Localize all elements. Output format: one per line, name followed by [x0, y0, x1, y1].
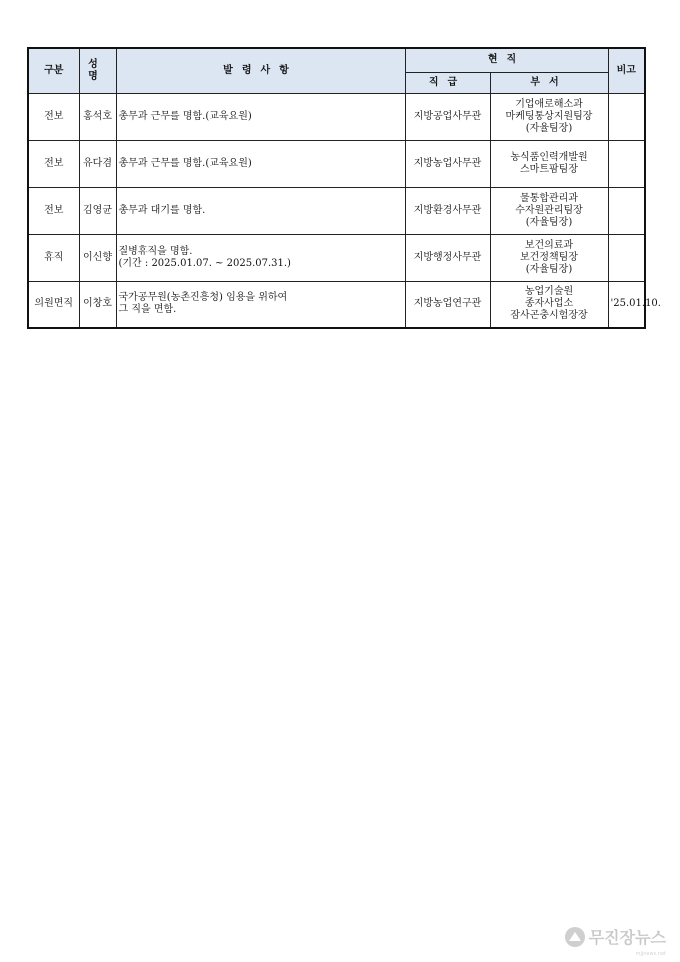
table-row — [28, 140, 645, 187]
table-row — [28, 93, 645, 140]
action-line: 국가공무원(농촌진흥청) 임용을 위하여 — [118, 292, 288, 304]
department-line: 수자원관리팀장 — [515, 204, 583, 216]
action-cell — [116, 93, 405, 140]
remarks-cell — [608, 234, 645, 281]
header-action: 발령사항 — [116, 48, 405, 93]
department-line: 마케팅통상지원팀장 — [505, 110, 593, 122]
name-cell: 홍석호 — [79, 93, 116, 140]
table-row — [28, 234, 645, 281]
category-cell: 전보 — [28, 93, 79, 140]
department-line: 농식품인력개발원 — [510, 151, 588, 163]
action-cell — [116, 187, 405, 234]
department-cell — [490, 140, 608, 187]
table-row — [28, 187, 645, 234]
action-cell — [116, 281, 405, 328]
action-line: (기간 : 2025.01.07. ~ 2025.07.31.) — [118, 257, 291, 269]
department-cell — [490, 281, 608, 328]
remarks-cell — [608, 187, 645, 234]
action-line: 총무과 근무를 명함.(교육요원) — [118, 157, 252, 169]
news-watermark — [565, 925, 666, 957]
department-line: 기업애로해소과 — [515, 98, 583, 110]
category-cell: 휴직 — [28, 234, 79, 281]
action-cell — [116, 234, 405, 281]
header-current: 현직 — [405, 48, 608, 72]
department-cell — [490, 234, 608, 281]
header-department: 부서 — [490, 72, 608, 93]
watermark-brand: 무진장뉴스 — [588, 928, 666, 947]
department-line: (자율팀장) — [525, 263, 573, 275]
department-cell — [490, 93, 608, 140]
rank-cell: 지방농업연구관 — [405, 281, 490, 328]
watermark-url: mjjnews.net — [635, 951, 666, 957]
name-cell: 김영균 — [79, 187, 116, 234]
action-cell — [116, 140, 405, 187]
action-line: 총무과 근무를 명함.(교육요원) — [118, 110, 252, 122]
department-line: 물통합관리과 — [520, 192, 578, 204]
department-line: 스마트팜팀장 — [520, 163, 578, 175]
rank-cell: 지방농업사무관 — [405, 140, 490, 187]
name-cell: 이신향 — [79, 234, 116, 281]
rank-cell: 지방공업사무관 — [405, 93, 490, 140]
category-cell: 전보 — [28, 187, 79, 234]
department-line: 보건의료과 — [524, 239, 574, 251]
department-line: (자율팀장) — [525, 216, 573, 228]
mountain-icon — [565, 927, 585, 947]
table-row — [28, 281, 645, 328]
department-line: 종자사업소 — [524, 298, 574, 310]
rank-cell: 지방환경사무관 — [405, 187, 490, 234]
header-rank: 직급 — [405, 72, 490, 93]
rank-cell: 지방행정사무관 — [405, 234, 490, 281]
category-cell: 의원면직 — [28, 281, 79, 328]
department-cell — [490, 187, 608, 234]
department-line: 농업기술원 — [524, 286, 574, 298]
header-remarks: 비고 — [608, 48, 645, 93]
action-line: 질병휴직을 명함. — [118, 245, 193, 257]
department-line: (자율팀장) — [525, 122, 573, 134]
action-line: 그 직을 면함. — [118, 304, 177, 316]
header-category: 구분 — [28, 48, 79, 93]
header-name: 성명 — [79, 48, 116, 93]
department-line: 잠사곤충시험장장 — [510, 310, 588, 322]
personnel-order-table — [27, 47, 661, 329]
category-cell: 전보 — [28, 140, 79, 187]
name-cell: 유다겸 — [79, 140, 116, 187]
action-line: 총무과 대기를 명함. — [118, 204, 206, 216]
name-cell: 이창호 — [79, 281, 116, 328]
remarks-cell — [608, 93, 645, 140]
department-line: 보건정책팀장 — [520, 251, 578, 263]
remarks-cell — [608, 140, 645, 187]
remarks-cell: '25.01.10. — [608, 281, 645, 328]
